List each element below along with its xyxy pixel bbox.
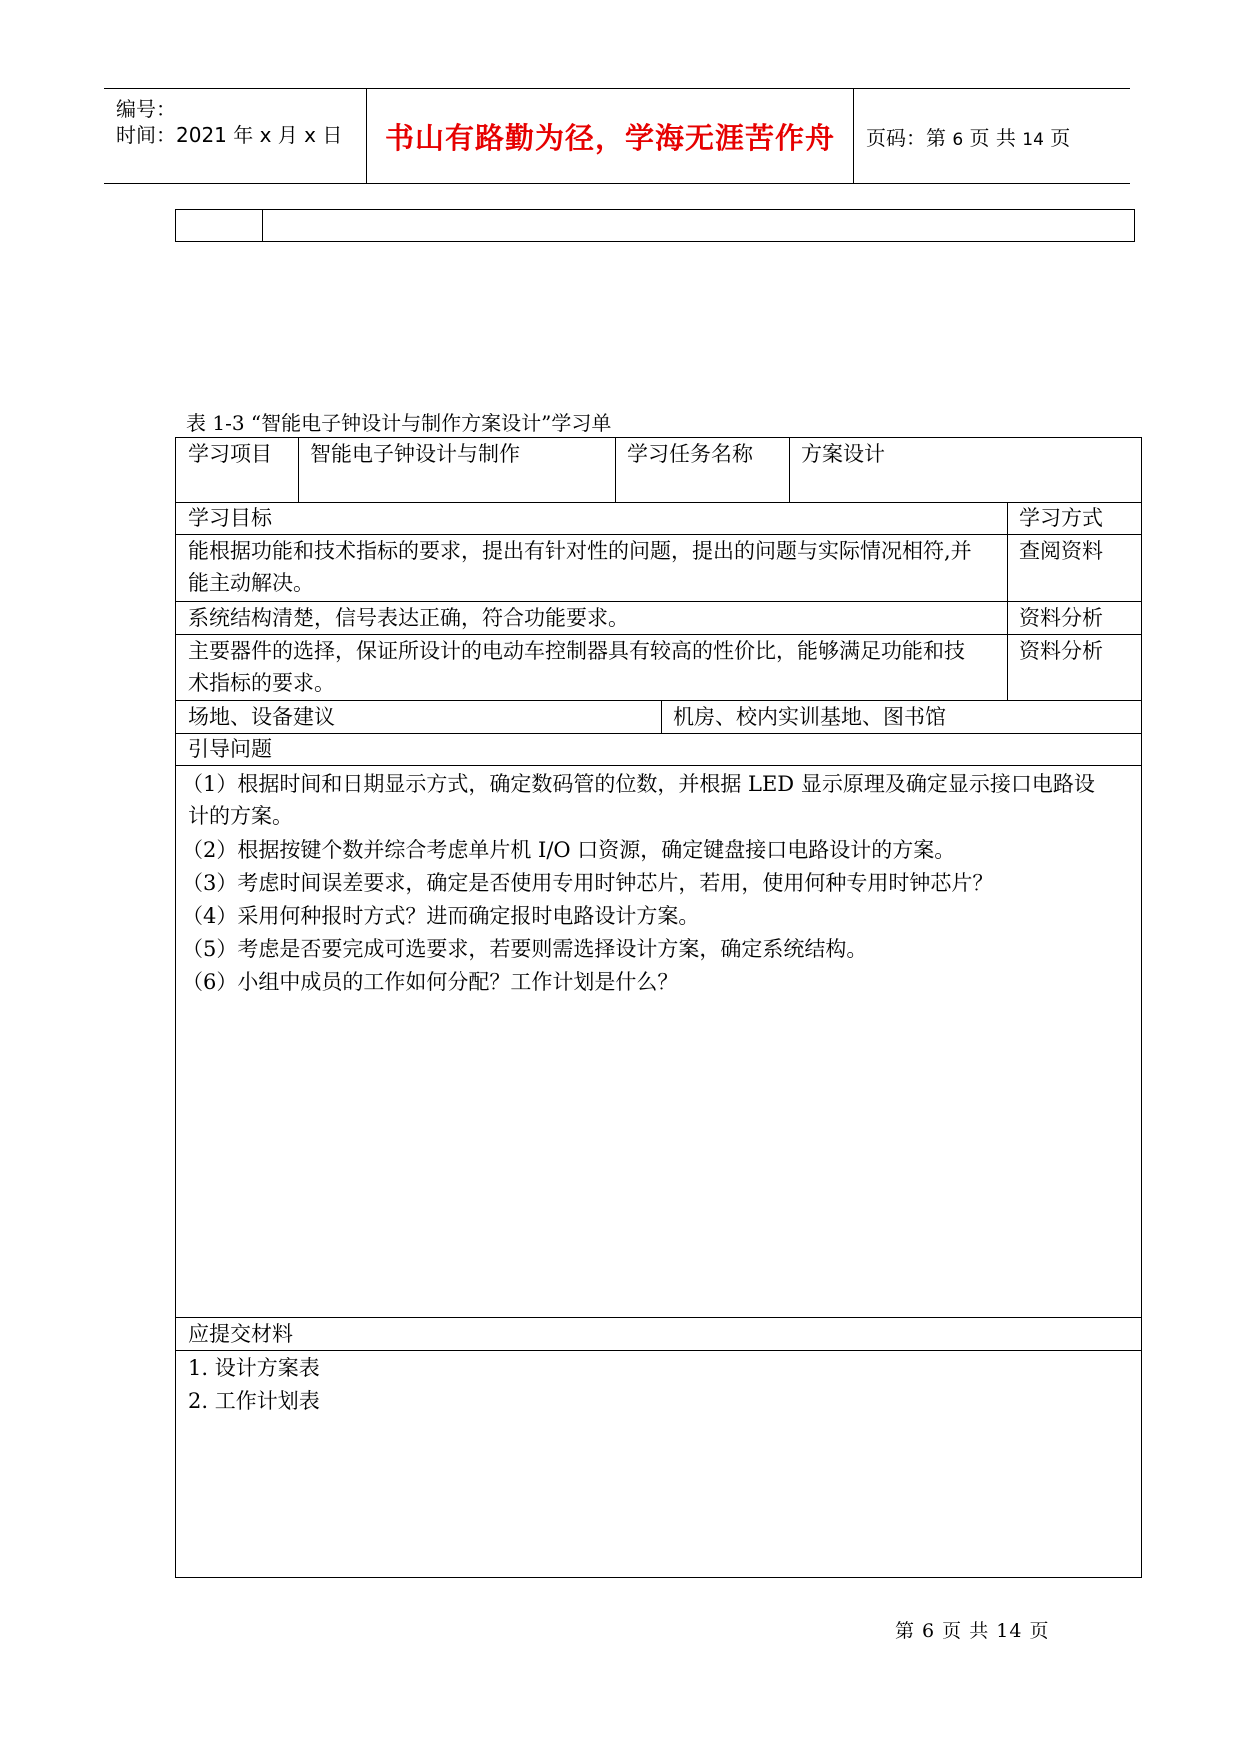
row-divider [176,765,1141,766]
header-page-cell [854,89,1130,183]
header-motto-cell [367,89,854,183]
time-label: 时间：2021 年 x 月 x 日 [116,123,343,147]
venue-label: 场地、设备建议 [188,705,335,729]
page-header [104,88,1130,184]
goal-2-line-1: 系统结构清楚，信号表达正确，符合功能要求。 [188,606,629,630]
goal-label: 学习目标 [188,506,272,530]
table-caption: 表 1-3 “智能电子钟设计与制作方案设计”学习单 [186,411,612,435]
page-code-mid: 页 共 [969,125,1016,150]
header-meta-cell [104,89,367,183]
project-value: 智能电子钟设计与制作 [310,442,520,466]
goal-3-method: 资料分析 [1019,639,1103,663]
row-divider [176,733,1141,734]
row-divider [176,502,1141,503]
project-label: 学习项目 [188,442,272,466]
page-total: 14 [1022,129,1044,150]
goal-1-line-2: 能主动解决。 [188,571,314,595]
page-current: 6 [952,129,964,150]
motto: 书山有路勤为径，学海无涯苦作舟 [384,120,835,155]
row-divider [176,1350,1141,1351]
method-label: 学习方式 [1019,506,1103,530]
submit-item: 1. 设计方案表 [188,1356,320,1380]
guide-line: （6）小组中成员的工作如何分配？工作计划是什么？ [182,970,679,994]
guide-line: （2）根据按键个数并综合考虑单片机 I/O 口资源，确定键盘接口电路设计的方案。 [182,838,956,862]
venue-value: 机房、校内实训基地、图书馆 [673,705,946,729]
empty-table-divider [262,210,263,241]
task-value: 方案设计 [801,442,885,466]
guide-line: （4）采用何种报时方式？进而确定报时电路设计方案。 [182,904,700,928]
col-divider [789,438,790,502]
guide-line: 计的方案。 [188,804,293,828]
submit-item: 2. 工作计划表 [188,1389,320,1413]
col-divider [615,438,616,502]
submit-label: 应提交材料 [188,1322,293,1346]
goal-3-line-2: 术指标的要求。 [188,671,335,695]
goal-1-method: 查阅资料 [1019,539,1103,563]
guide-line: （3）考虑时间误差要求，确定是否使用专用时钟芯片，若用，使用何种专用时钟芯片？ [182,871,994,895]
goal-2-method: 资料分析 [1019,606,1103,630]
guide-label: 引导问题 [188,737,272,761]
row-divider [176,1317,1141,1318]
page-code-suffix: 页 [1050,125,1071,150]
col-divider [1007,502,1008,700]
task-label: 学习任务名称 [627,442,753,466]
col-divider [661,700,662,733]
goal-3-line-1: 主要器件的选择，保证所设计的电动车控制器具有较高的性价比，能够满足功能和技 [188,639,965,663]
guide-line: （5）考虑是否要完成可选要求，若要则需选择设计方案，确定系统结构。 [182,937,868,961]
page-code-prefix: 页码：第 [866,125,946,150]
empty-table [175,209,1135,242]
col-divider [298,438,299,502]
number-label: 编号： [116,97,176,121]
page-code [866,122,1070,151]
page-footer: 第 6 页 共 14 页 [895,1620,1050,1642]
goal-1-line-1: 能根据功能和技术指标的要求，提出有针对性的问题，提出的问题与实际情况相符,并 [188,539,972,563]
guide-line: （1）根据时间和日期显示方式，确定数码管的位数，并根据 LED 显示原理及确定显示接口电路设 [182,772,1095,796]
learning-sheet-table [175,437,1142,1578]
